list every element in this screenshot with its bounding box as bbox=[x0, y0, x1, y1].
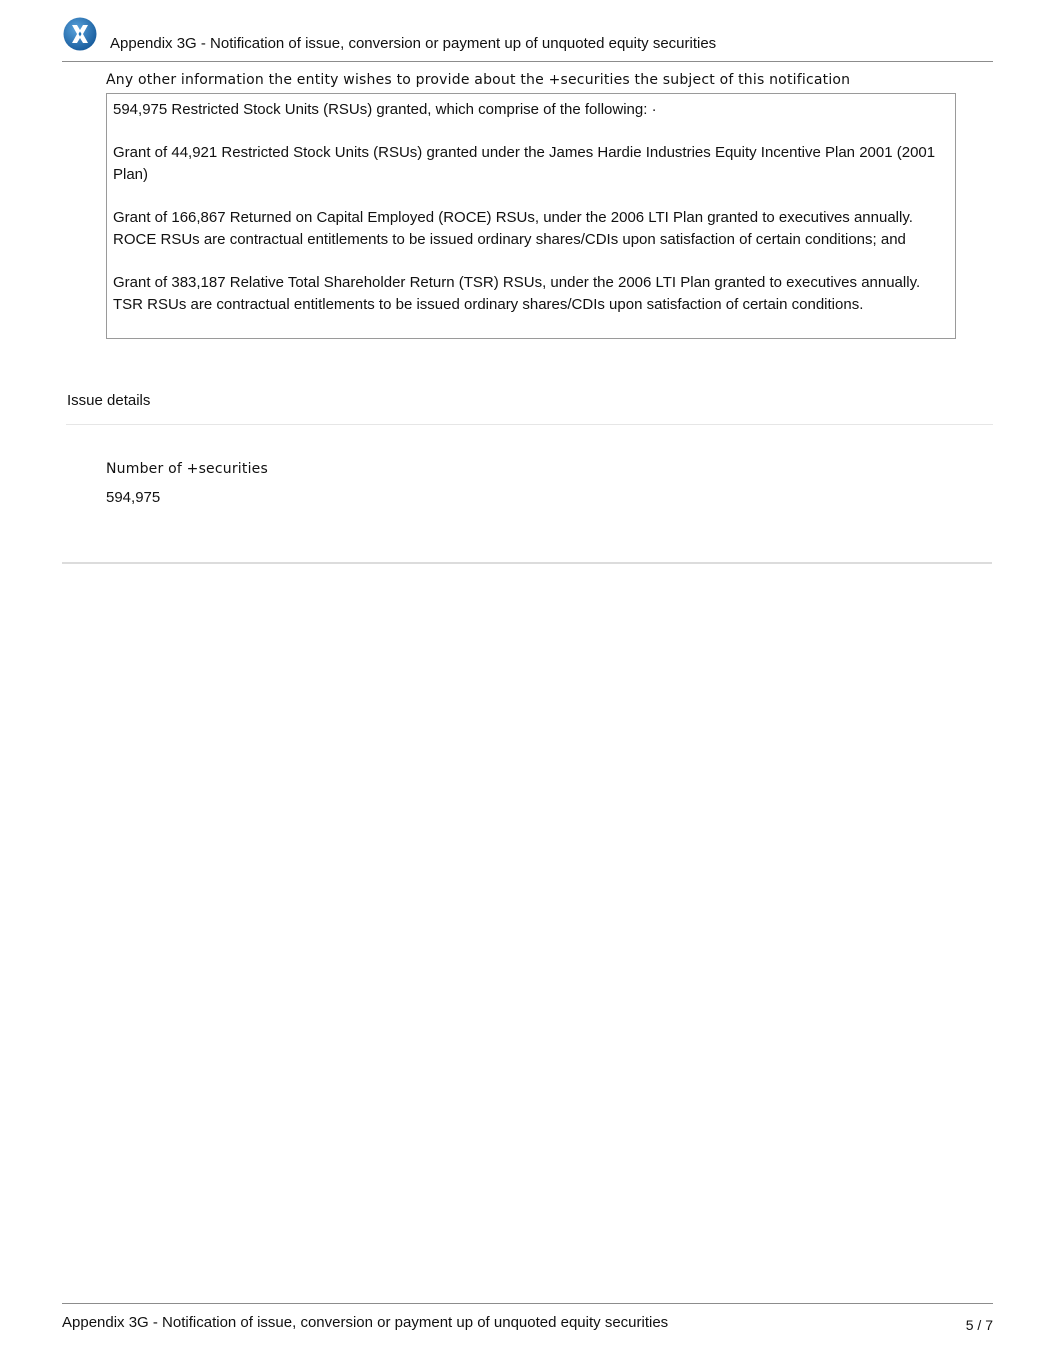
other-info-label: Any other information the entity wishes to provide about the +securities the subject of this notification bbox=[106, 72, 851, 88]
asx-logo-icon bbox=[63, 17, 97, 51]
section-end-divider bbox=[62, 562, 992, 564]
page-number: 5 / 7 bbox=[965, 1317, 993, 1333]
issue-details-title: Issue details bbox=[67, 392, 151, 409]
header-title: Appendix 3G - Notification of issue, conversion or payment up of unquoted equity securities bbox=[110, 35, 717, 52]
info-paragraph: Grant of 44,921 Restricted Stock Units (RSUs) granted under the James Hardie Industries Equity Incentive Plan 2001 (2001 Plan) bbox=[113, 144, 936, 183]
info-paragraph: 594,975 Restricted Stock Units (RSUs) granted, which comprise of the following: · bbox=[113, 101, 657, 118]
footer-divider bbox=[62, 1303, 993, 1304]
info-paragraph: Grant of 166,867 Returned on Capital Employed (ROCE) RSUs, under the 2006 LTI Plan granted to executives annually. ROCE RSUs are contractual entitlements to be issued ordinary shares/CDIs upon satisfaction of certain conditions; and bbox=[113, 209, 913, 248]
section-divider bbox=[66, 424, 993, 425]
footer-title: Appendix 3G - Notification of issue, conversion or payment up of unquoted equity securities bbox=[62, 1314, 669, 1331]
info-paragraph: Grant of 383,187 Relative Total Shareholder Return (TSR) RSUs, under the 2006 LTI Plan granted to executives annually. TSR RSUs are contractual entitlements to be issued ordinary shares/CDIs upon satisfaction of certain conditions. bbox=[113, 274, 921, 313]
number-of-securities-value: 594,975 bbox=[106, 489, 161, 506]
number-of-securities-label: Number of +securities bbox=[106, 461, 268, 477]
other-info-box bbox=[106, 93, 956, 339]
page-header bbox=[62, 14, 993, 62]
